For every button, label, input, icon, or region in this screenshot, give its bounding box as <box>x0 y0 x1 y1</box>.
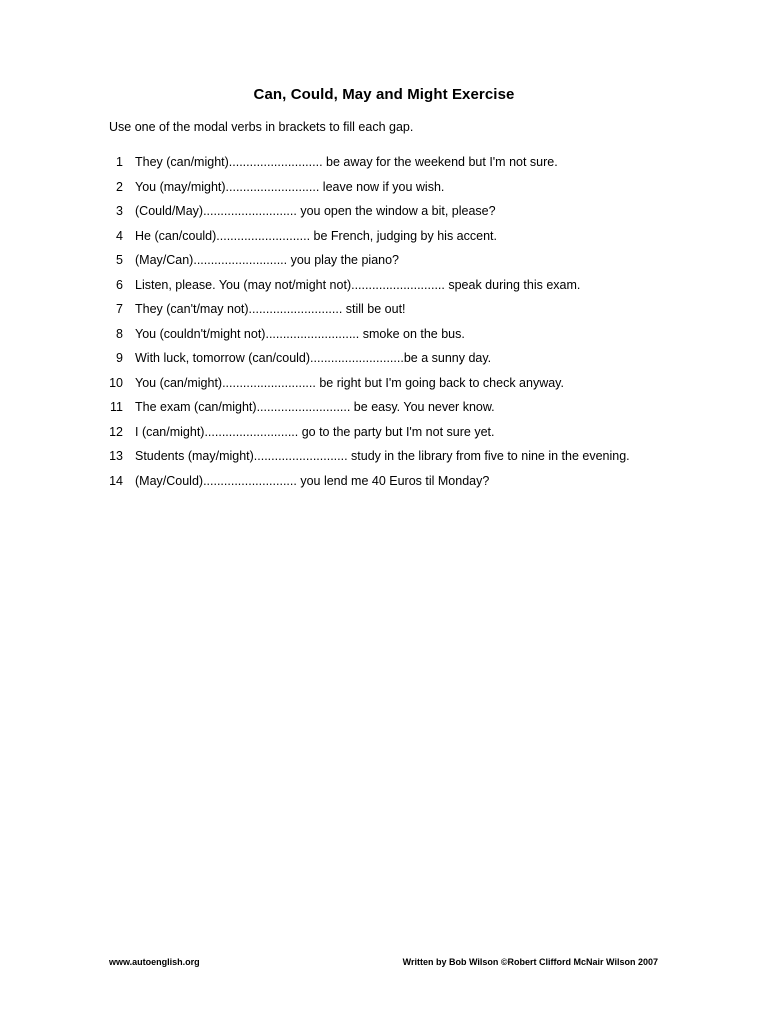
exercise-text: You (can/might)........................... be right but I'm going back to check anyway. <box>135 375 564 390</box>
exercise-number: 2 <box>116 179 123 194</box>
exercise-item-6 <box>0 278 768 303</box>
exercise-text: You (couldn't/might not)........................... smoke on the bus. <box>135 326 465 341</box>
page-title: Can, Could, May and Might Exercise <box>253 86 515 103</box>
exercise-number: 8 <box>116 326 123 341</box>
exercise-number: 4 <box>116 228 123 243</box>
exercise-item-14 <box>0 474 768 499</box>
exercise-number: 5 <box>116 253 123 267</box>
exercise-number: 6 <box>116 277 123 292</box>
exercise-text: They (can/might)........................... be away for the weekend but I'm not sure. <box>135 155 558 169</box>
exercise-item-11 <box>0 400 768 425</box>
exercise-item-12 <box>0 425 768 450</box>
exercise-number: 1 <box>116 155 123 169</box>
exercise-item-1 <box>0 155 768 180</box>
exercise-number: 14 <box>109 473 123 488</box>
exercise-text: (May/Could)........................... you lend me 40 Euros til Monday? <box>135 473 490 488</box>
exercise-item-4 <box>0 229 768 254</box>
exercise-list <box>0 155 768 498</box>
exercise-text: With luck, tomorrow (can/could)...........................be a sunny day. <box>135 351 492 365</box>
exercise-number: 7 <box>116 302 123 316</box>
exercise-number: 3 <box>116 204 123 218</box>
exercise-item-13 <box>0 449 768 474</box>
exercise-item-8 <box>0 327 768 352</box>
exercise-item-7 <box>0 302 768 327</box>
exercise-text: (May/Can)........................... you play the piano? <box>135 253 400 267</box>
exercise-number: 10 <box>109 375 123 390</box>
footer-credit: Written by Bob Wilson ©Robert Clifford McNair Wilson 2007 <box>402 957 658 967</box>
footer-website: www.autoenglish.org <box>109 957 200 967</box>
exercise-text: He (can/could)........................... be French, judging by his accent. <box>135 228 497 243</box>
exercise-text: Listen, please. You (may not/might not)........................... speak during this exam. <box>135 277 581 292</box>
exercise-text: They (can't/may not)........................... still be out! <box>135 302 406 316</box>
exercise-text: You (may/might)........................... leave now if you wish. <box>135 179 445 194</box>
exercise-item-3 <box>0 204 768 229</box>
exercise-item-2 <box>0 180 768 205</box>
exercise-text: Students (may/might)........................... study in the library from five to nine in the evening. <box>135 449 630 463</box>
exercise-item-5 <box>0 253 768 278</box>
exercise-text: I (can/might)........................... go to the party but I'm not sure yet. <box>135 424 495 439</box>
exercise-text: The exam (can/might)........................... be easy. You never know. <box>135 400 495 414</box>
exercise-text: (Could/May)........................... you open the window a bit, please? <box>135 204 496 218</box>
exercise-number: 12 <box>109 424 123 439</box>
exercise-number: 11 <box>110 400 123 414</box>
exercise-item-9 <box>0 351 768 376</box>
exercise-item-10 <box>0 376 768 401</box>
instructions-text: Use one of the modal verbs in brackets to fill each gap. <box>109 120 414 134</box>
exercise-number: 9 <box>116 351 123 365</box>
exercise-number: 13 <box>109 449 123 463</box>
